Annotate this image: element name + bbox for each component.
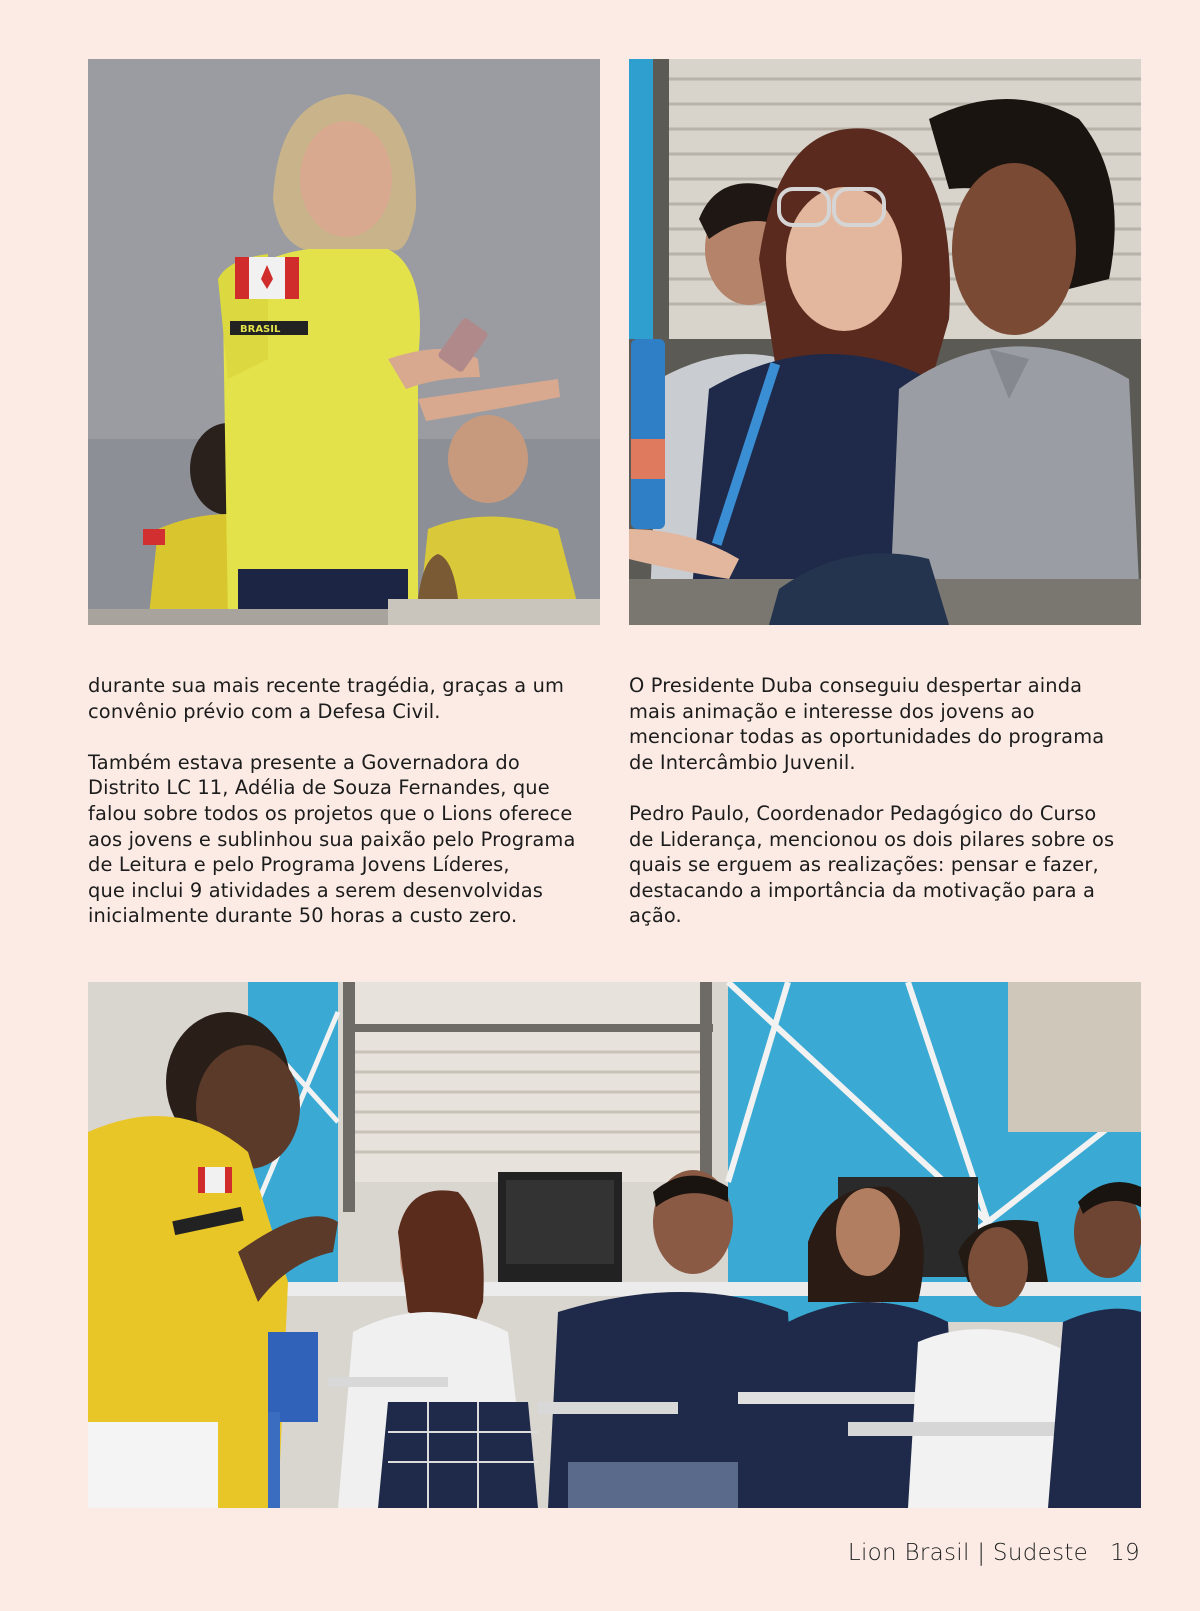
- sleeve-band-lettering: BRASIL: [240, 324, 281, 335]
- left-paragraph-2: Também estava presente a Governadora do Distrito LC 11, Adélia de Souza Fernandes, que falou sobre todos os projetos que o Lions oferece aos jovens e sublinhou sua paixão pelo Programa de Leitura e pelo Programa Jovens Líderes, que inclui 9 atividades a serem desenvolvidas inicialmente durante 50 horas a custo zero.: [88, 750, 576, 928]
- right-paragraph-2: Pedro Paulo, Coordenador Pedagógico do Curso de Liderança, mencionou os dois pilares sobre os quais se erguem as realizações: pensar e fazer, destacando a importância da motivação para a ação.: [629, 801, 1115, 928]
- page-footer: [848, 1540, 1140, 1566]
- photo-speaker-yellow-shirt: [88, 59, 600, 625]
- text-column-right: [629, 673, 1134, 955]
- photo-students-listening: [629, 59, 1141, 625]
- left-paragraph-1: durante sua mais recente tragédia, graças a um convênio prévio com a Defesa Civil.: [88, 674, 565, 723]
- text-column-left: [88, 673, 593, 955]
- photo-classroom-speaker-students: [88, 982, 1141, 1508]
- right-paragraph-1: O Presidente Duba conseguiu despertar ainda mais animação e interesse dos jovens ao mencionar todas as oportunidades do programa de Intercâmbio Juvenil.: [629, 674, 1105, 774]
- page-number: 19: [1110, 1540, 1140, 1566]
- publication-name: Lion Brasil | Sudeste: [847, 1540, 1089, 1566]
